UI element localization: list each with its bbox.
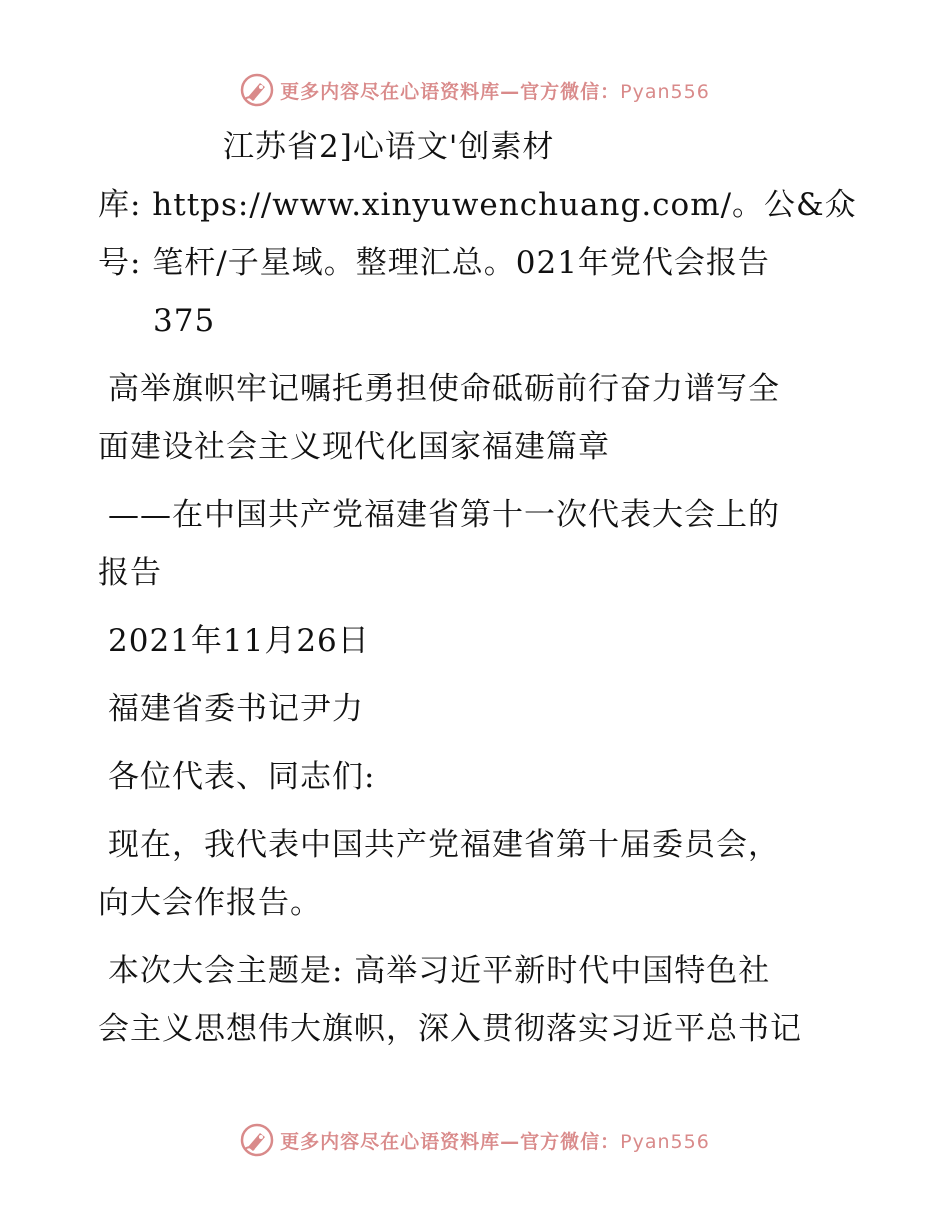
watermark-banner-bottom (0, 1120, 950, 1160)
watermark-wechat-id: Pyan556 (620, 80, 710, 103)
report-author: 福建省委书记尹力 (108, 691, 364, 727)
title-line-1: 高举旗帜牢记嘱托勇担使命砥砺前行奋力谱写全 (108, 371, 780, 407)
watermark-text-cn: 更多内容尽在心语资料库—官方微信： (280, 80, 621, 103)
paragraph-2-line-2: 会主义思想伟大旗帜，深入贯彻落实习近平总书记 (98, 1011, 802, 1047)
header-line-3: 号: 笔杆/子星域。整理汇总。021年党代会报告 (98, 245, 770, 281)
subtitle-line-1: ——在中国共产党福建省第十一次代表大会上的 (108, 497, 780, 533)
paragraph-1-line-2: 向大会作报告。 (98, 885, 322, 921)
watermark-wechat-id: Pyan556 (620, 1130, 710, 1153)
watermark-text (280, 77, 710, 104)
paragraph-1-line-1: 现在，我代表中国共产党福建省第十届委员会， (108, 827, 780, 863)
header-line-2: 库: https://www.xinyuwenchuang.com/。公&众 (98, 187, 857, 223)
pen-nib-logo-icon (240, 1123, 274, 1157)
title-line-2: 面建设社会主义现代化国家福建篇章 (98, 429, 610, 465)
header-line-4: 375 (153, 303, 216, 339)
paragraph-2-line-1: 本次大会主题是: 高举习近平新时代中国特色社 (108, 953, 771, 989)
watermark-banner-top (0, 70, 950, 110)
header-line-1: 江苏省2]心语文'创素材 (223, 129, 555, 165)
watermark-text (280, 1127, 710, 1154)
document-body (98, 118, 858, 1058)
salutation: 各位代表、同志们: (108, 759, 376, 795)
pen-nib-logo-icon (240, 73, 274, 107)
watermark-text-cn: 更多内容尽在心语资料库—官方微信： (280, 1130, 621, 1153)
report-date: 2021年11月26日 (108, 623, 370, 659)
subtitle-line-2: 报告 (98, 555, 162, 591)
